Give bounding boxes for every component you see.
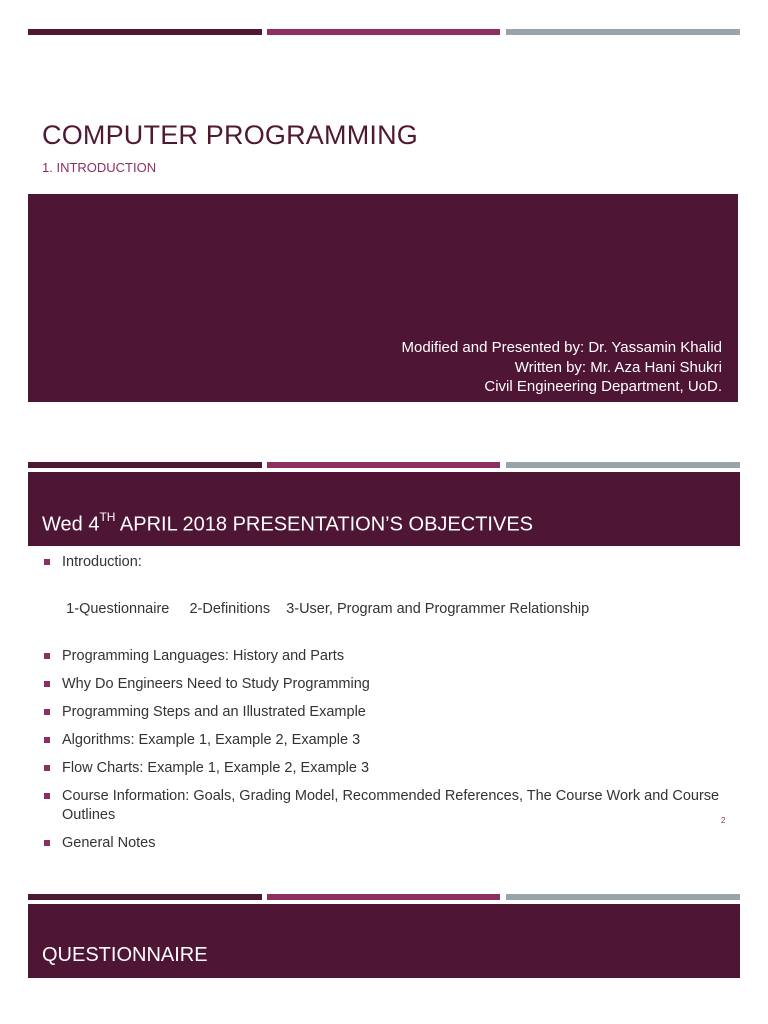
slide1-top-bars [28,29,740,35]
list-item-text: General Notes [62,835,156,851]
list-item-text: Algorithms: Example 1, Example 2, Example 3 [62,732,361,748]
credit-author: Written by: Mr. Aza Hani Shukri [514,358,722,376]
list-item [42,834,732,853]
title-superscript: TH [99,510,116,524]
list-item [42,731,732,750]
credits-block [402,338,722,397]
slide1-subtitle: 1. INTRODUCTION [42,160,157,175]
bar-magenta [267,894,500,900]
slide1-title-band [28,194,738,402]
objectives-list [42,553,732,862]
bar-dark [28,462,262,468]
square-bullet-icon [44,840,50,846]
square-bullet-icon [44,681,50,687]
list-item [42,675,732,694]
bar-magenta [267,462,500,468]
slide3-header [28,904,740,978]
slide3-top-bars [28,894,740,900]
list-item-subline [42,581,732,638]
slide1-title: COMPUTER PROGRAMMING [42,120,419,150]
bar-dark [28,894,262,900]
slide2-title [42,512,533,537]
list-item [42,553,732,572]
title-suffix: APRIL 2018 PRESENTATION’S OBJECTIVES [115,513,533,536]
bar-gray [506,29,740,35]
credit-department: Civil Engineering Department, UoD. [484,378,722,395]
slide2-header [28,472,740,546]
list-item [42,787,732,825]
slide2-top-bars [28,462,740,468]
list-item-text: Course Information: Goals, Grading Model, Recommended References, The Course Work and Course Outlines [62,788,720,823]
bar-magenta [267,29,500,35]
list-item-text: Why Do Engineers Need to Study Programming [62,676,370,692]
list-item-text: Programming Languages: History and Parts [62,648,345,664]
bar-gray [506,894,740,900]
list-item [42,647,732,666]
square-bullet-icon [44,737,50,743]
title-prefix: Wed 4 [42,513,100,536]
square-bullet-icon [44,793,50,799]
square-bullet-icon [44,765,50,771]
credit-presenter: Modified and Presented by: Dr. Yassamin Khalid [401,339,722,356]
list-item-text: Introduction: [62,554,142,570]
list-item-text: Flow Charts: Example 1, Example 2, Example 3 [62,760,370,776]
square-bullet-icon [44,653,50,659]
list-item-text: Programming Steps and an Illustrated Example [62,704,366,720]
square-bullet-icon [44,709,50,715]
square-bullet-icon [44,559,50,565]
bar-gray [506,462,740,468]
list-item [42,759,732,778]
slide3-title: QUESTIONNAIRE [42,944,208,966]
page-number: 2 [721,816,726,825]
list-item [42,703,732,722]
bar-dark [28,29,262,35]
list-item-text: 1-Questionnaire 2-Definitions 3-User, Program and Programmer Relationship [66,601,590,617]
